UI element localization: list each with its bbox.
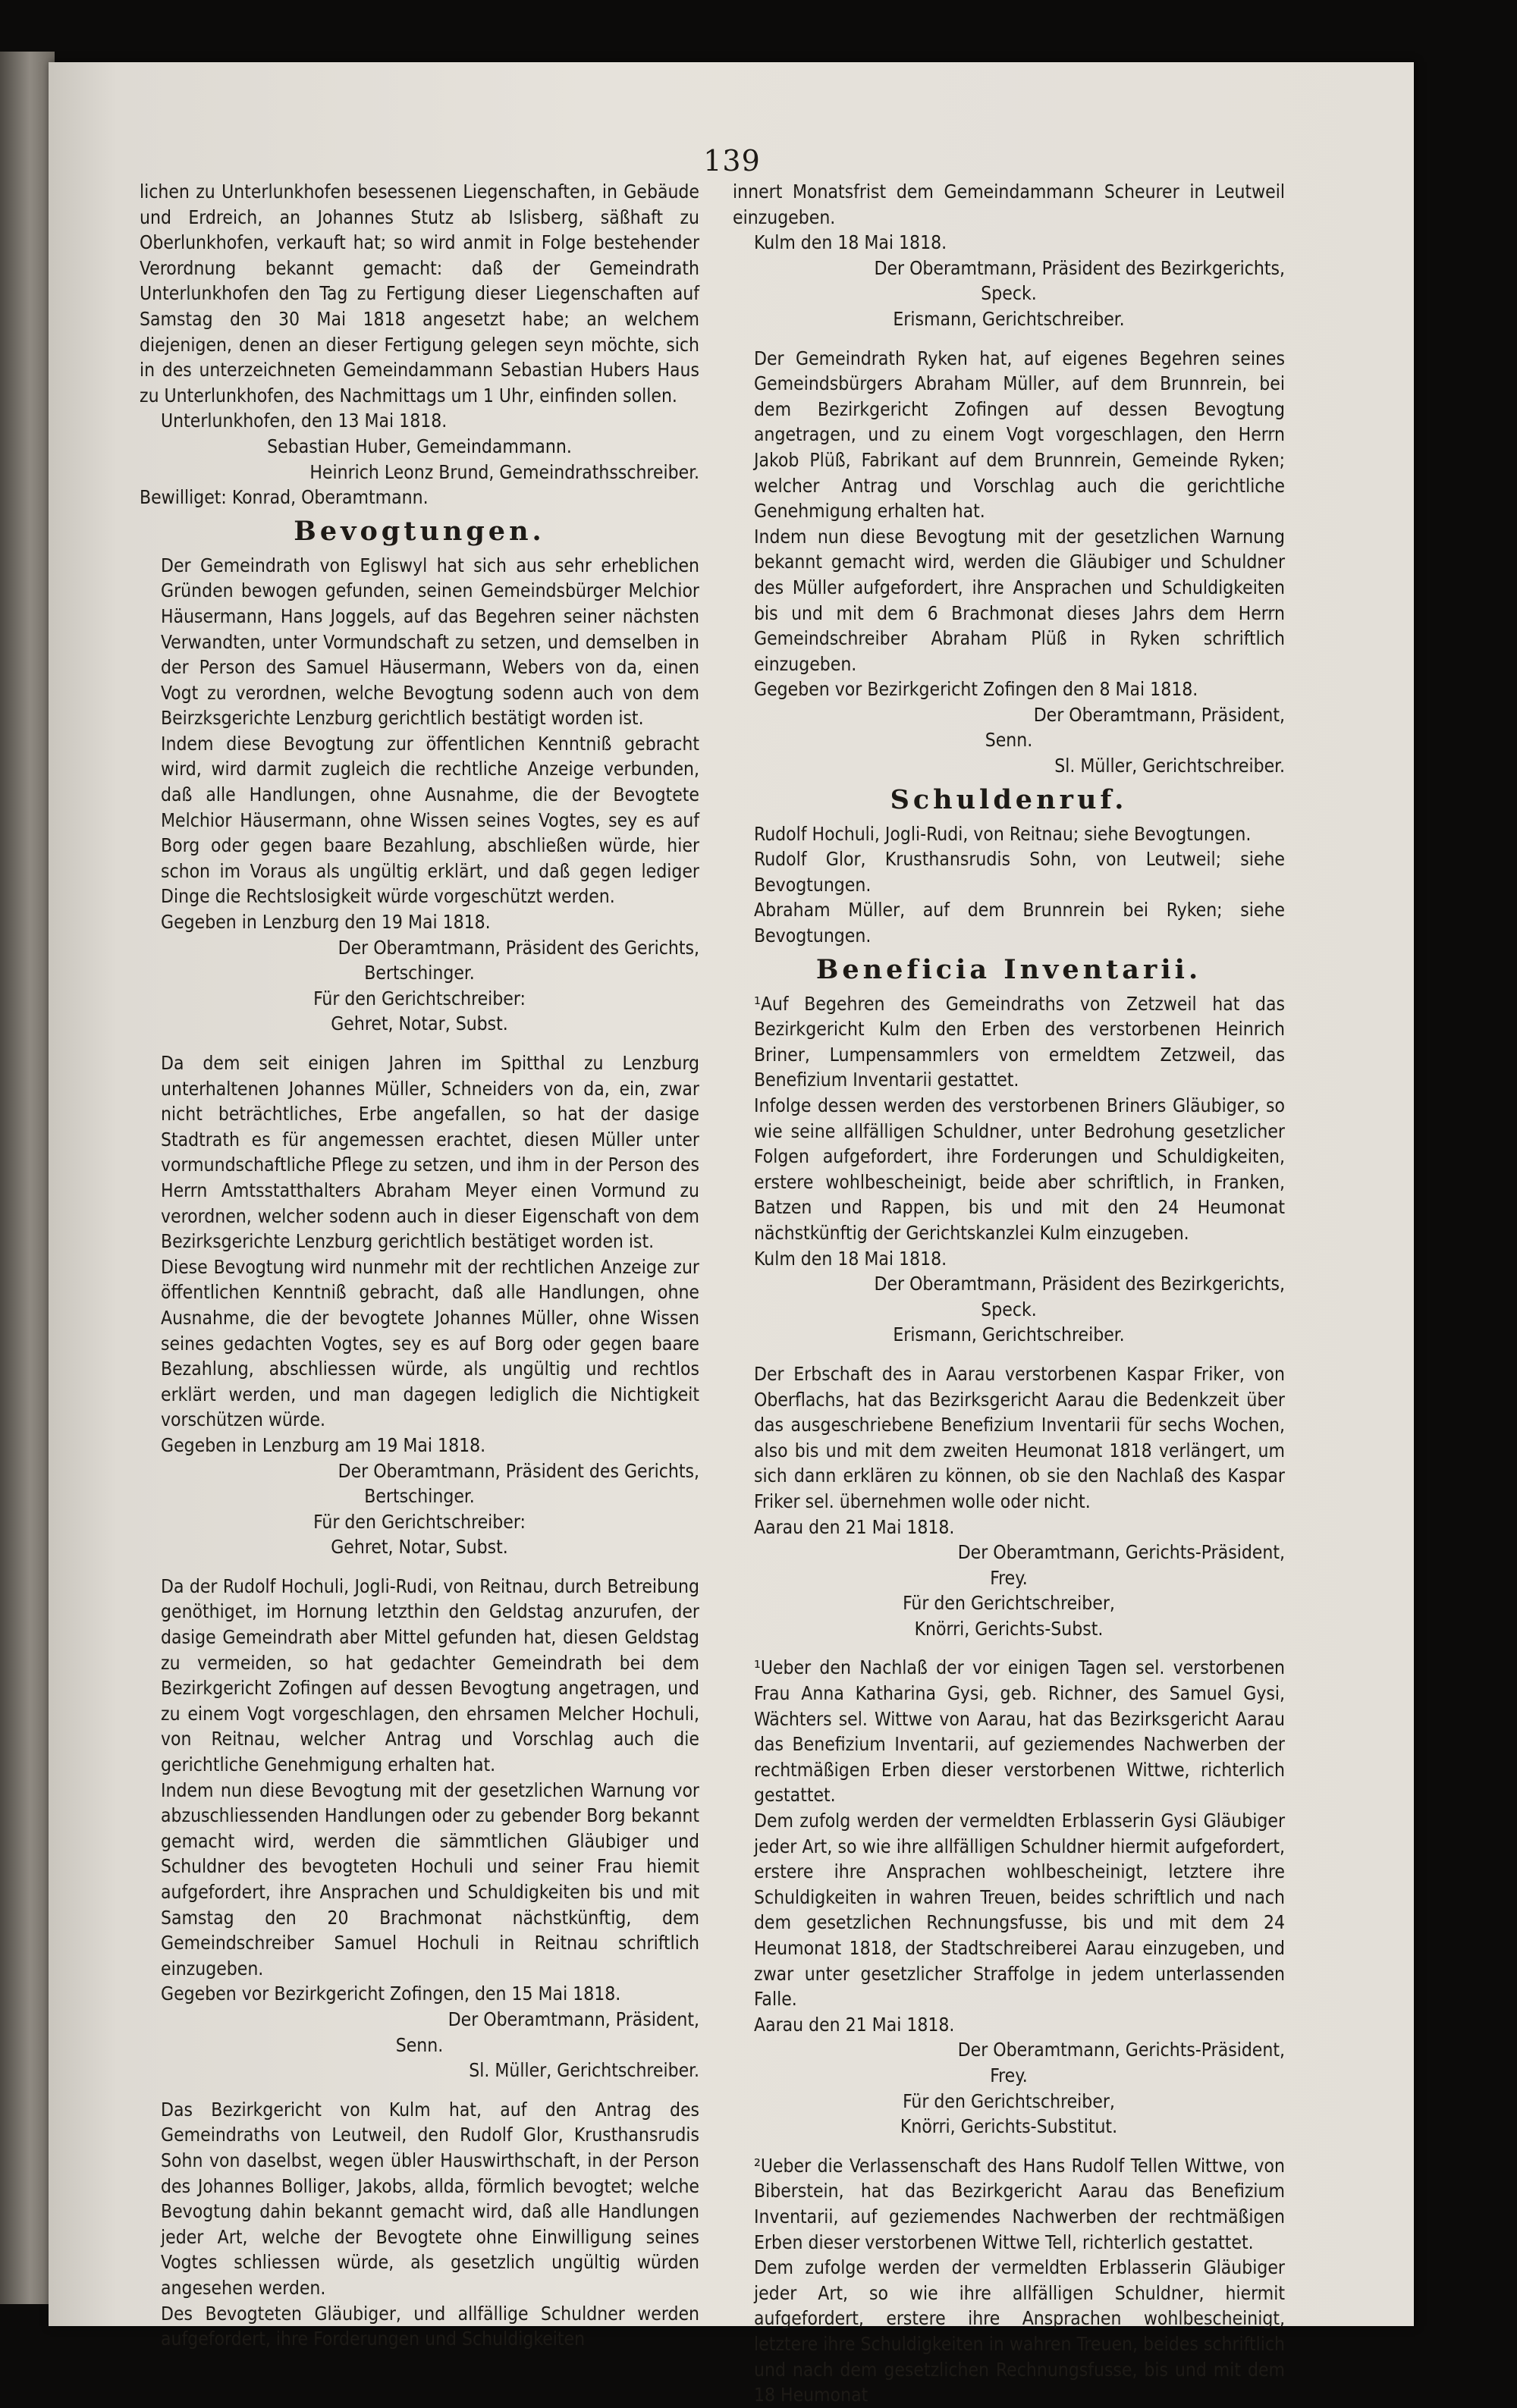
notice-signature: Knörri, Gerichts-Subst. [914, 1617, 1104, 1640]
notice-paragraph: innert Monatsfrist dem Gemeindammann Scheurer in Leutweil einzugeben. [733, 181, 1285, 228]
notice-signature: Senn. [985, 729, 1033, 752]
notice-signature: Für den Gerichtschreiber: [313, 987, 526, 1009]
notice-signature: Knörri, Gerichts-Substitut. [900, 2115, 1118, 2138]
notice-signature: Der Oberamtmann, Präsident des Bezirkgerichts, [874, 256, 1285, 279]
notice-signature: Sl. Müller, Gerichtschreiber. [469, 2059, 699, 2082]
notice-signature: Der Oberamtmann, Gerichts-Präsident, [957, 1541, 1285, 1564]
notice-signature: Bertschinger. [364, 962, 475, 984]
notice-paragraph: Das Bezirkgericht von Kulm hat, auf den Antrag des Gemeindraths von Leutweil, den Rudolf Glor, Krusthansrudis Sohn von daselbst, wegen übler Hauswirthschaft, in der Person des Johannes Bolliger, Jakobs, allda, förmlich bevogtet; welche Bevogtung dahin bekannt gemacht wird, daß alle Handlungen jeder Art, welche der Bevogtete ohne Einwilligung seines Vogtes schliessen würde, als gesetzlich ungültig würden angesehen werden. [161, 2098, 699, 2299]
notice-paragraph: Der Gemeindrath von Egliswyl hat sich aus sehr erheblichen Gründen bewogen gefunden, seinen Gemeindsbürger Melchior Häusermann, Hans Joggels, auf das Begehren seiner nächsten Verwandten, unter Vormundschaft zu setzen, und demselben in der Person des Samuel Häusermann, Webers von da, einen Vogt zu verordnen, welche Bevogtung sodenn auch von dem Beirzksgerichte Lenzburg gerichtlich bestätigt worden ist. [161, 554, 699, 730]
notice-signature: Erismann, Gerichtschreiber. [893, 307, 1125, 330]
notice-date: Kulm den 18 Mai 1818. [754, 1247, 947, 1270]
notice-signature: Der Oberamtmann, Präsident des Bezirkgerichts, [874, 1273, 1285, 1295]
left-column [140, 179, 699, 2352]
notice-signature: Speck. [981, 282, 1037, 305]
notice-signature: Für den Gerichtschreiber: [313, 1510, 526, 1533]
notice-signature: Frey. [990, 1566, 1028, 1589]
notice-date: Gegeben vor Bezirkgericht Zofingen, den 15 Mai 1818. [161, 1983, 621, 2005]
list-item: Rudolf Glor, Krusthansrudis Sohn, von Leutweil; siehe Bevogtungen. [754, 848, 1285, 896]
section-heading-bevogtungen: Bevogtungen. [294, 515, 545, 547]
list-item: Abraham Müller, auf dem Brunnrein bei Ryken; siehe Bevogtungen. [754, 899, 1285, 947]
notice-signature: Frey. [990, 2064, 1028, 2086]
right-column [733, 179, 1285, 2408]
facing-page-edge [0, 52, 55, 2304]
page-number: 139 [703, 144, 761, 177]
notice-signature: Heinrich Leonz Brund, Gemeindrathsschreiber. [309, 460, 699, 483]
list-item: Rudolf Hochuli, Jogli-Rudi, von Reitnau; siehe Bevogtungen. [754, 822, 1252, 845]
notice-paragraph: Indem nun diese Bevogtung mit der gesetzlichen Warnung bekannt gemacht wird, werden die Gläubiger und Schuldner des Müller aufgefordert, ihre Ansprachen und Schuldigkeiten bis und mit dem 6 Brachmonat dieses Jahrs dem Herrn Gemeindschreiber Abraham Plüß in Ryken schriftlich einzugeben. [754, 525, 1285, 675]
notice-signature: Sebastian Huber, Gemeindammann. [267, 435, 572, 457]
notice-signature: Der Oberamtmann, Präsident, [1033, 703, 1285, 726]
notice-date: Aarau den 21 Mai 1818. [754, 2013, 955, 2036]
notice-signature: Der Oberamtmann, Präsident des Gerichts, [338, 1459, 699, 1482]
notice-signature: Der Oberamtmann, Gerichts-Präsident, [957, 2039, 1285, 2061]
notice-paragraph: Der Erbschaft des in Aarau verstorbenen Kaspar Friker, von Oberflachs, hat das Bezirksgericht Aarau die Bedenkzeit über das ausgeschriebene Benefizium Inventarii für sechs Wochen, also bis und mit dem zweiten Heumonat 1818 verlängert, um sich dann erklären zu können, ob sie den Nachlaß des Kaspar Friker sel. übernehmen wolle oder nicht. [754, 1362, 1285, 1512]
notice-date: Gegeben vor Bezirkgericht Zofingen den 8 Mai 1818. [754, 678, 1198, 701]
notice-paragraph: Da der Rudolf Hochuli, Jogli-Rudi, von Reitnau, durch Betreibung genöthiget, im Hornung letzthin den Geldstag anzurufen, der dasige Gemeindrath aber Mittel gefunden hat, diesen Geldstag zu vermeiden, so hat gedachter Gemeindrath bei dem Bezirkgericht Zofingen auf dessen Bevogtung angetragen, und zu einem Vogt vorgeschlagen, den ehrsamen Melcher Hochuli, von Reitnau, welcher Antrag und Vorschlag auch die gerichtliche Genehmigung erhalten hat. [161, 1574, 699, 1776]
notice-signature: Gehret, Notar, Subst. [331, 1536, 508, 1559]
notice-paragraph: Des Bevogteten Gläubiger, und allfällige Schuldner werden aufgefordert, ihre Forderungen und Schuldigkeiten [161, 2302, 699, 2350]
notice-paragraph: Da dem seit einigen Jahren im Spitthal zu Lenzburg unterhaltenen Johannes Müller, Schneiders von da, ein, zwar nicht beträchtliches, Erbe angefallen, so hat der dasige Stadtrath es für angemessen erachtet, diesen Müller unter vormundschaftliche Pflege zu setzen, und ihm in der Person des Herrn Amtsstatthalters Abraham Meyer einen Vormund zu verordnen, welcher sodenn auch in dieser Eigenschaft von dem Bezirksgerichte Lenzburg gerichtlich bestätiget worden ist. [161, 1052, 699, 1253]
notice-signature: Der Oberamtmann, Präsident des Gerichts, [338, 936, 699, 959]
notice-date: Kulm den 18 Mai 1818. [754, 231, 947, 254]
notice-signature: Für den Gerichtschreiber, [903, 2089, 1115, 2112]
notice-paragraph: Diese Bevogtung wird nunmehr mit der rechtlichen Anzeige zur öffentlichen Kenntniß gebracht, daß alle Handlungen, ohne Ausnahme, die der bevogtete Johannes Müller, ohne Wissen seines gedachten Vogtes, sey es auf Borg oder gegen baare Bezahlung, abschliessen würde, als ungültig und rechtlos erklärt werden, und man dagegen lediglich die Nichtigkeit vorschützen würde. [161, 1255, 699, 1431]
notice-paragraph: lichen zu Unterlunkhofen besessenen Liegenschaften, in Gebäude und Erdreich, an Johannes Stutz ab Islisberg, säßhaft zu Oberlunkhofen, verkauft hat; so wird anmit in Folge bestehender Verordnung bekannt gemacht: daß der Gemeindrath Unterlunkhofen den Tag zu Fertigung dieser Liegenschaften auf Samstag den 30 Mai 1818 angesetzt habe; an welchem diejenigen, denen an dieser Fertigung gelegen seyn möchte, sich in des unterzeichneten Gemeindammann Sebastian Hubers Haus zu Unterlunkhofen, des Nachmittags um 1 Uhr, einfinden sollen. [140, 181, 699, 407]
notice-signature: Gehret, Notar, Subst. [331, 1012, 508, 1035]
notice-paragraph: ²Ueber die Verlassenschaft des Hans Rudolf Tellen Wittwe, von Biberstein, hat das Bezirkgericht Aarau das Benefizium Inventarii, auf geziemendes Nachwerben der rechtmäßigen Erben dieser verstorbenen Wittwe Tell, richterlich gestattet. [754, 2154, 1285, 2253]
notice-paragraph: ¹Ueber den Nachlaß der vor einigen Tagen sel. verstorbenen Frau Anna Katharina Gysi, geb. Richner, des Samuel Gysi, Wächters sel. Wittwe von Aarau, hat das Bezirksgericht Aarau das Benefizium Inventarii, auf geziemendes Nachwerben der rechtmäßigen Erben dieser verstorbenen Wittwe, richterlich gestattet. [754, 1656, 1285, 1807]
notice-signature: Bertschinger. [364, 1485, 475, 1508]
notice-signature: Bewilliget: Konrad, Oberamtmann. [140, 486, 429, 509]
notice-date: Gegeben in Lenzburg den 19 Mai 1818. [161, 911, 491, 934]
notice-paragraph: Indem diese Bevogtung zur öffentlichen Kenntniß gebracht wird, wird darmit zugleich die rechtliche Anzeige verbunden, daß alle Handlungen, ohne Ausnahme, die der Bevogtete Melchior Häusermann, ohne Wissen seines Vogtes, sey es auf Borg oder gegen baare Bezahlung, abschließen würde, hier schon im Voraus als ungültig erklärt, und daß gegen lediger Dinge die Rechtslosigkeit würde vorgeschützt werden. [161, 732, 699, 908]
notice-date: Unterlunkhofen, den 13 Mai 1818. [161, 410, 448, 432]
notice-date: Aarau den 21 Mai 1818. [754, 1515, 955, 1538]
notice-paragraph: ¹Auf Begehren des Gemeindraths von Zetzweil hat das Bezirkgericht Kulm den Erben des verstorbenen Heinrich Briner, Lumpensammlers von ermeldtem Zetzweil, das Benefizium Inventarii gestattet. [754, 992, 1285, 1091]
section-heading-beneficia-inventarii: Beneficia Inventarii. [815, 953, 1202, 985]
notice-paragraph: Dem zufolge werden der vermeldten Erblasserin Gläubiger jeder Art, so wie ihre allfälligen Schuldner, hiermit aufgefordert, erstere ihre Ansprachen wohlbescheinigt, letztere ihre Schuldigkeiten in wahren Treuen, beides schriftlich und nach dem gesetzlichen Rechnungsfusse, bis und mit dem 18 Heumonat [754, 2256, 1285, 2406]
notice-paragraph: Dem zufolg werden der vermeldten Erblasserin Gysi Gläubiger jeder Art, so wie ihre allfälligen Schuldner hiermit aufgefordert, erstere ihre Ansprachen wohlbescheinigt, letztere ihre Schuldigkeiten in wahren Treuen, beides schriftlich und nach dem gesetzlichen Rechnungsfusse, bis und mit dem 24 Heumonat 1818, der Stadtschreiberei Aarau einzugeben, und zwar unter gesetzlicher Straffolge in jedem unterlassenden Falle. [754, 1810, 1285, 2011]
notice-signature: Der Oberamtmann, Präsident, [448, 2008, 699, 2030]
notice-paragraph: Der Gemeindrath Ryken hat, auf eigenes Begehren seines Gemeindsbürgers Abraham Müller, auf dem Brunnrein, bei dem Bezirkgericht Zofingen auf dessen Bevogtung angetragen, und zu einem Vogt vorgeschlagen, den Herrn Jakob Plüß, Fabrikant auf dem Brunnrein, Gemeinde Ryken; welcher Antrag und Vorschlag auch die gerichtliche Genehmigung erhalten hat. [754, 347, 1285, 523]
notice-signature: Senn. [395, 2033, 444, 2056]
notice-date: Gegeben in Lenzburg am 19 Mai 1818. [161, 1433, 486, 1456]
notice-signature: Für den Gerichtschreiber, [903, 1592, 1115, 1615]
notice-signature: Sl. Müller, Gerichtschreiber. [1054, 755, 1285, 777]
section-heading-schuldenruf: Schuldenruf. [890, 783, 1128, 815]
notice-signature: Speck. [981, 1298, 1037, 1320]
notice-signature: Erismann, Gerichtschreiber. [893, 1323, 1125, 1346]
notice-paragraph: Infolge dessen werden des verstorbenen Briners Gläubiger, so wie seine allfälligen Schuldner, unter Bedrohung gesetzlicher Folgen aufgefordert, ihre Forderungen und Schuldigkeiten, erstere wohlbescheinigt, beide aber schriftlich, in Franken, Batzen und Rappen, bis und mit den 24 Heumonat nächstkünftig der Gerichtskanzlei Kulm einzugeben. [754, 1094, 1285, 1244]
notice-paragraph: Indem nun diese Bevogtung mit der gesetzlichen Warnung vor abzuschliessenden Handlungen oder zu gebender Borg bekannt gemacht wird, werden die sämmtlichen Gläubiger und Schuldner des bevogteten Hochuli und seiner Frau hiemit aufgefordert, ihre Ansprachen und Schuldigkeiten bis und mit Samstag den 20 Brachmonat nächstkünftig, dem Gemeindschreiber Samuel Hochuli in Reitnau schriftlich einzugeben. [161, 1779, 699, 1979]
